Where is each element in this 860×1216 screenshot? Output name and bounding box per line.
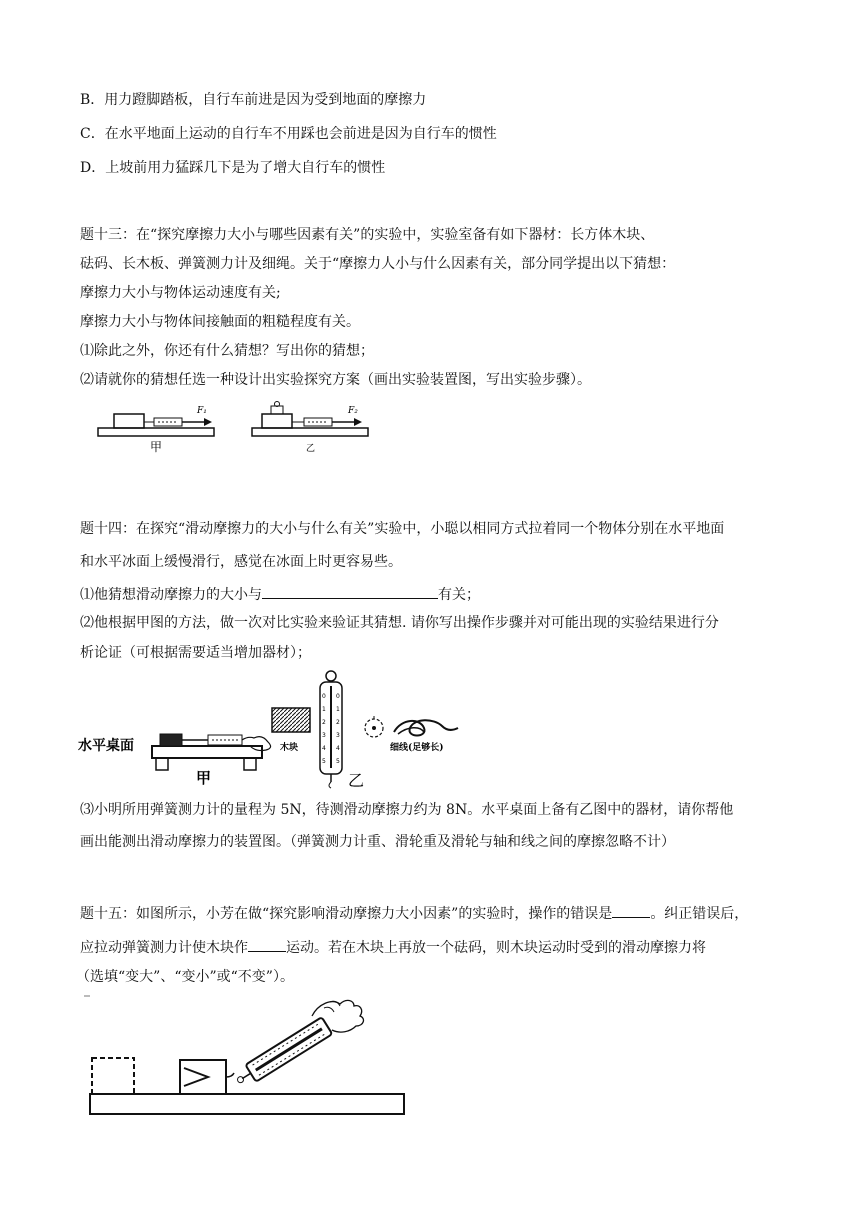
scale-tick: 1 — [336, 706, 340, 713]
scale-tick: 0 — [336, 693, 340, 700]
q14-q1-prefix: ⑴他猜想滑动摩擦力的大小与 — [80, 587, 262, 603]
q13-hypothesis-2: 摩擦力大小与物体间接触面的粗糙程度有关。 — [80, 314, 360, 330]
table-label: 水平桌面 — [78, 737, 134, 753]
figure-label-yi: 乙 — [348, 771, 365, 790]
block-label: 木块 — [280, 743, 299, 753]
scale-tick: 5 — [336, 758, 340, 765]
q14-subquestion-2-line1: ⑵他根据甲图的方法，做一次对比实验来验证其猜想. 请你写出操作步骤并对可能出现的实验结果进行分 — [80, 615, 719, 631]
q14-q1-suffix: 有关； — [438, 587, 480, 603]
answer-blank[interactable] — [262, 584, 438, 599]
q15-line2-part-a: 应拉动弹簧测力计使木块作 — [80, 940, 248, 956]
q14-figure — [76, 668, 476, 790]
q13-stem-line1: 题十三：在“探究摩擦力大小与哪些因素有关”的实验中，实验室备有如下器材：长方体木块、 — [80, 227, 655, 243]
option-c: C．在水平地面上运动的自行车不用踩也会前进是因为自行车的惯性 — [80, 126, 497, 142]
q15-line1-part-b: 。纠正错误后， — [650, 906, 749, 922]
scale-tick: 2 — [322, 719, 326, 726]
q14-subquestion-3-line2: 画出能测出滑动摩擦力的装置图。（弹簧测力计重、滑轮重及滑轮与轴和线之间的摩擦忽略不计） — [80, 834, 675, 850]
q15-line1 — [80, 903, 748, 923]
force-f2-label: F₂ — [348, 406, 358, 416]
scale-tick: 0 — [322, 693, 326, 700]
q13-subquestion-1: ⑴除此之外，你还有什么猜想？写出你的猜想； — [80, 343, 374, 359]
q13-hypothesis-1: 摩擦力大小与物体运动速度有关; — [80, 285, 281, 301]
scale-tick: 2 — [336, 719, 340, 726]
q14-stem-line2: 和水平冰面上缓慢滑行，感觉在冰面上时更容易些。 — [80, 554, 402, 570]
q15-line2 — [80, 937, 706, 957]
scale-tick: 4 — [336, 745, 340, 752]
scale-tick: 3 — [336, 732, 340, 739]
q14-subquestion-3-line1: ⑶小明所用弹簧测力计的量程为 5N，待测滑动摩擦力约为 8N。水平桌面上备有乙图中的器材，请你帮他 — [80, 802, 734, 818]
q15-figure — [84, 990, 424, 1120]
q13-stem-line2: 砝码、长木板、弹簧测力计及细绳。关于“摩擦力人小与什么因素有关，部分同学提出以下猜想： — [80, 256, 676, 272]
answer-blank[interactable] — [612, 903, 650, 918]
q13-subquestion-2: ⑵请就你的猜想任选一种设计出实验探究方案（画出实验装置图，写出实验步骤）。 — [80, 372, 591, 388]
q15-line1-part-a: 题十五：如图所示，小芳在做“探究影响滑动摩擦力大小因素”的实验时，操作的错误是 — [80, 906, 613, 922]
option-b: B．用力蹬脚踏板，自行车前进是因为受到地面的摩擦力 — [80, 92, 427, 108]
scale-tick: 3 — [322, 732, 326, 739]
answer-blank[interactable] — [248, 937, 286, 952]
figure-label-jia: 甲 — [150, 440, 163, 454]
scale-tick: 4 — [322, 745, 326, 752]
option-d: D．上坡前用力猛踩几下是为了增大自行车的惯性 — [80, 160, 386, 176]
figure-label-yi: 乙 — [306, 444, 316, 454]
q14-subquestion-2-line2: 析论证（可根据需要适当增加器材）； — [80, 645, 311, 661]
thread-label: 细线(足够长) — [390, 743, 444, 753]
figure-label-jia: 甲 — [196, 769, 212, 787]
scale-tick: 1 — [322, 706, 326, 713]
q14-subquestion-1 — [80, 584, 480, 604]
q13-figure — [92, 398, 382, 456]
force-f1-label: F₁ — [197, 406, 207, 416]
q14-stem-line1: 题十四：在探究“滑动摩擦力的大小与什么有关”实验中，小聪以相同方式拉着同一个物体分别在水平地面 — [80, 521, 725, 537]
scale-tick: 5 — [322, 758, 326, 765]
q15-line2-part-b: 运动。若在木块上再放一个砝码，则木块运动时受到的滑动摩擦力将 — [286, 940, 706, 956]
q15-line3: （选填“变大”、“变小”或“不变”）。 — [76, 969, 294, 985]
